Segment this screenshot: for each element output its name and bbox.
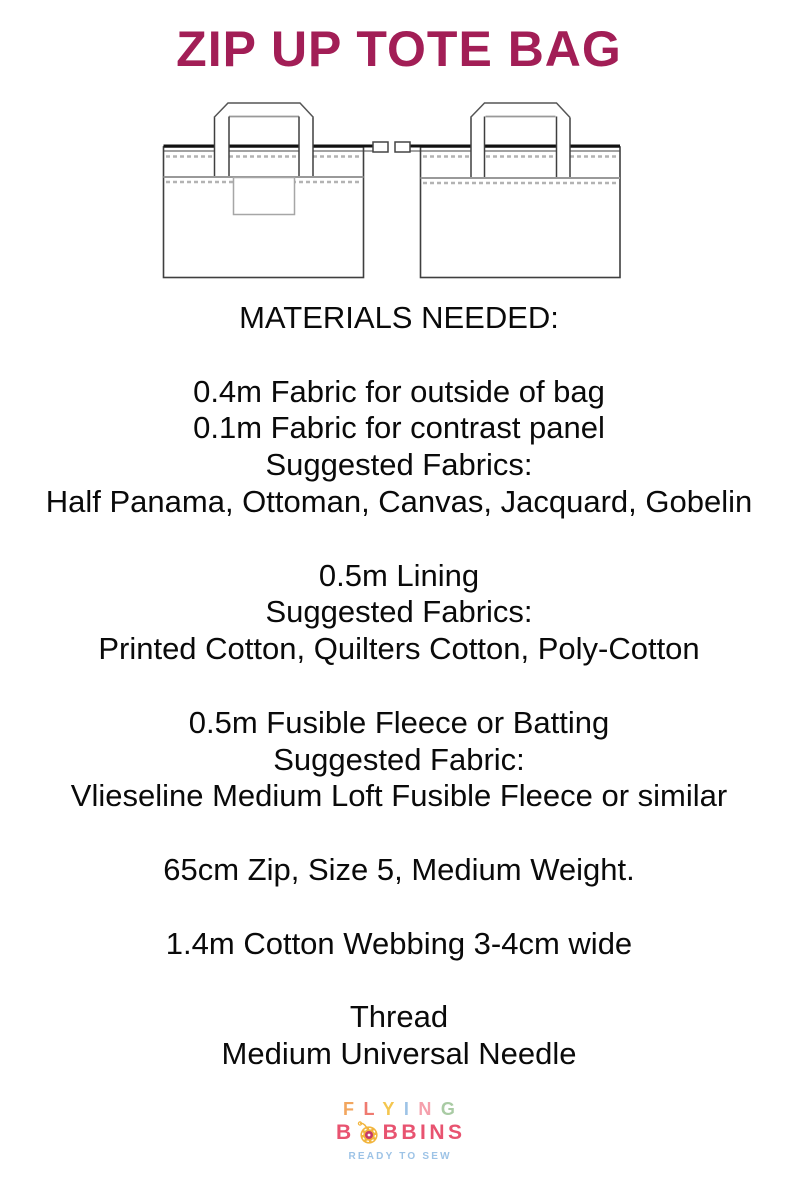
material-line: Suggested Fabric: bbox=[273, 741, 525, 777]
material-line: Printed Cotton, Quilters Cotton, Poly-Cotton bbox=[98, 631, 700, 667]
logo-letter: F bbox=[343, 1099, 364, 1119]
material-line: Medium Universal Needle bbox=[221, 1035, 577, 1071]
material-group bbox=[0, 926, 798, 963]
materials-heading: MATERIALS NEEDED: bbox=[239, 300, 559, 335]
handle-strap-back-right bbox=[557, 118, 571, 178]
material-line: Vlieseline Medium Loft Fusible Fleece or similar bbox=[70, 778, 728, 814]
material-group bbox=[0, 999, 798, 1073]
material-line: 0.4m Fabric for outside of bag bbox=[193, 373, 605, 409]
material-line: 0.1m Fabric for contrast panel bbox=[193, 410, 605, 446]
page-title: ZIP UP TOTE BAG bbox=[176, 21, 622, 77]
material-line: 0.5m Fusible Fleece or Batting bbox=[188, 704, 610, 740]
materials-section bbox=[0, 300, 798, 1110]
material-line: 0.5m Lining bbox=[318, 557, 480, 593]
handle-band-back bbox=[471, 103, 571, 118]
material-line: Half Panama, Ottoman, Canvas, Jacquard, Gobelin bbox=[45, 483, 753, 519]
material-group bbox=[0, 852, 798, 889]
bag-front-view bbox=[164, 103, 389, 278]
logo-letter: G bbox=[440, 1099, 465, 1119]
zip-pull-back bbox=[395, 142, 410, 152]
material-line: Thread bbox=[349, 999, 449, 1035]
logo-letter: L bbox=[363, 1099, 383, 1119]
materials-list bbox=[0, 374, 798, 1073]
material-line: 1.4m Cotton Webbing 3-4cm wide bbox=[165, 925, 633, 961]
handle-strap-back-left bbox=[471, 118, 485, 178]
bag-back-body bbox=[421, 147, 621, 278]
material-group bbox=[0, 705, 798, 815]
handle-strap-front-left bbox=[215, 118, 230, 178]
material-line: Suggested Fabrics: bbox=[265, 447, 533, 483]
logo-bobbins-suffix: BBINS bbox=[382, 1121, 466, 1144]
logo-tagline: READY TO SEW bbox=[348, 1151, 452, 1162]
bobbin-icon bbox=[358, 1121, 380, 1145]
tote-bag-drawing bbox=[139, 90, 659, 290]
handle-strap-front-right bbox=[299, 118, 314, 178]
logo-flying-wordmark bbox=[0, 1099, 798, 1120]
logo-letter: N bbox=[418, 1099, 441, 1119]
logo-bobbins-prefix: B bbox=[335, 1121, 355, 1144]
bobbin-center-hole bbox=[367, 1133, 370, 1136]
material-line: Suggested Fabrics: bbox=[265, 594, 533, 630]
logo-letter: Y bbox=[382, 1099, 404, 1119]
bag-illustration bbox=[139, 90, 659, 290]
material-line: 65cm Zip, Size 5, Medium Weight. bbox=[163, 851, 635, 887]
material-group bbox=[0, 374, 798, 521]
bag-back-view bbox=[395, 103, 620, 278]
pocket bbox=[234, 178, 295, 215]
zip-pull-front bbox=[373, 142, 388, 152]
logo-letter: I bbox=[403, 1099, 419, 1119]
flying-bobbins-logo bbox=[0, 1099, 798, 1163]
logo-bobbins-wordmark bbox=[0, 1120, 798, 1145]
handle-band-front bbox=[214, 103, 314, 118]
material-group bbox=[0, 558, 798, 668]
